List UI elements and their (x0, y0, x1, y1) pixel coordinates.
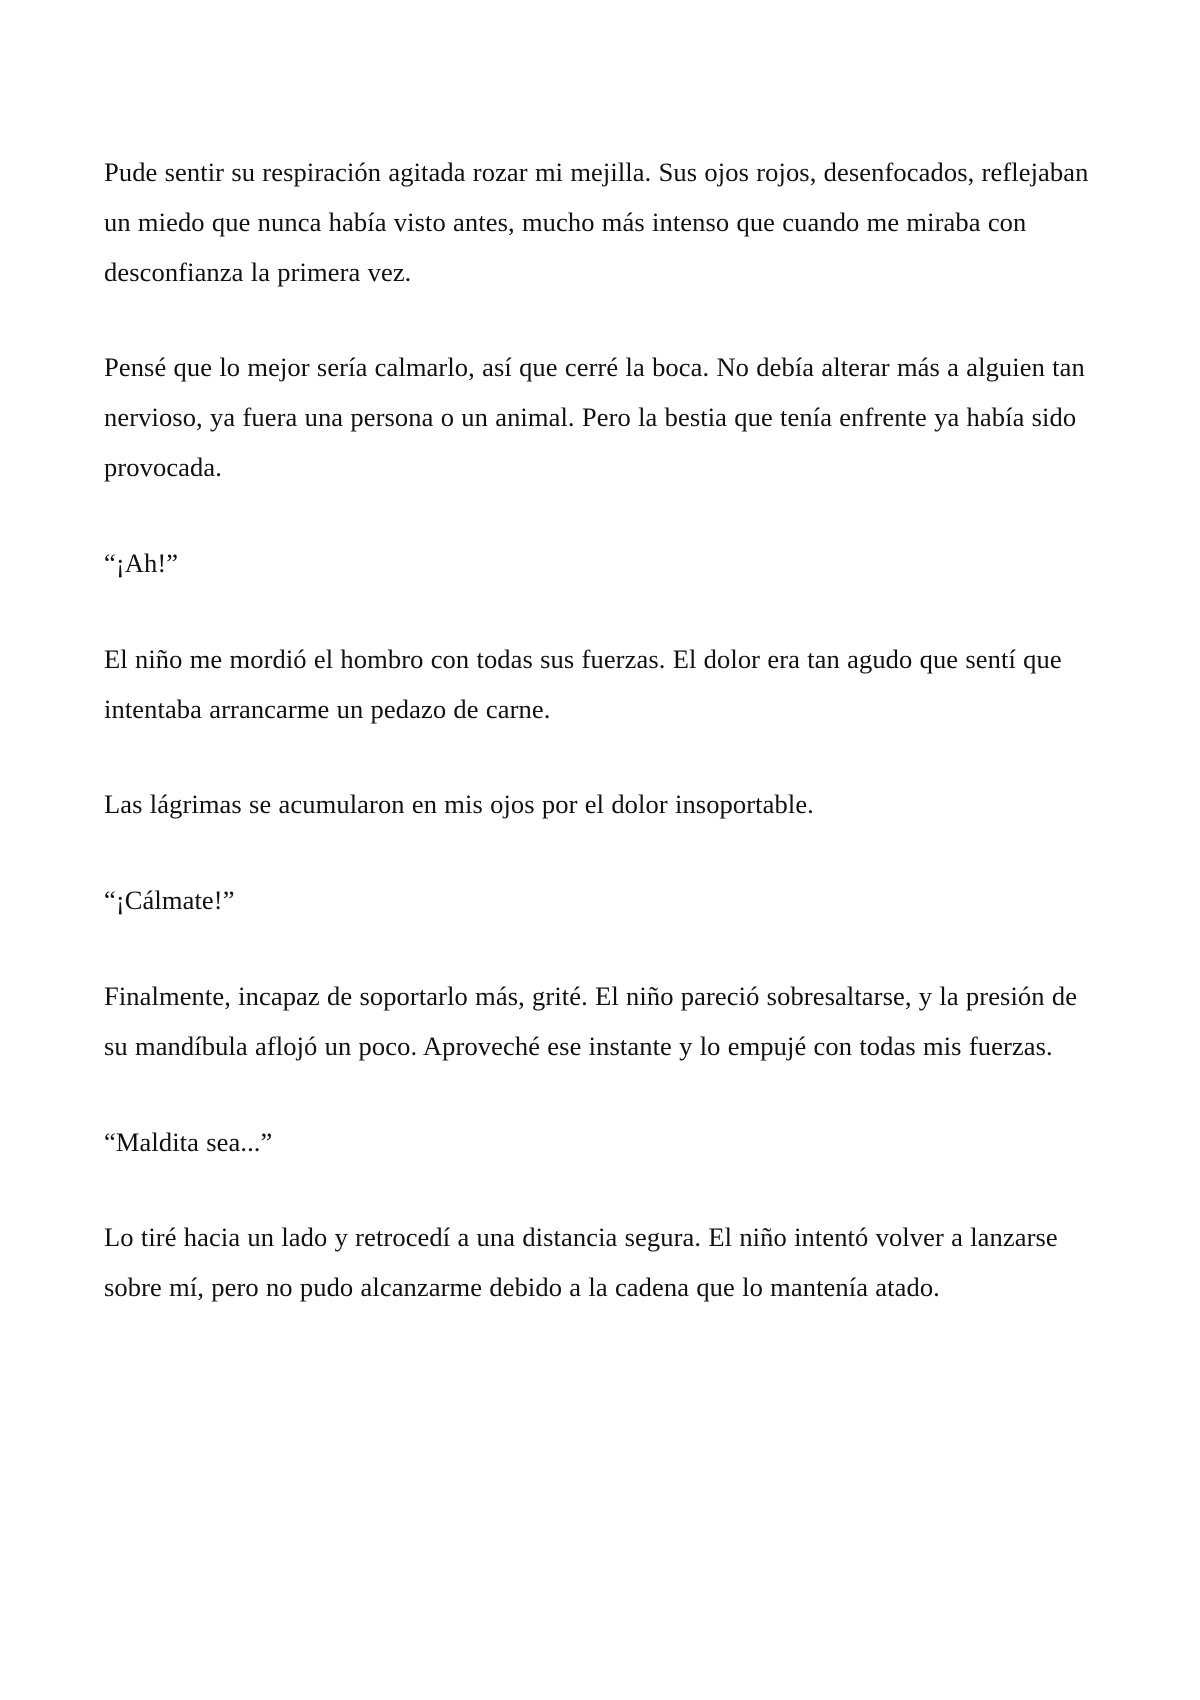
paragraph: El niño me mordió el hombro con todas sus fuerzas. El dolor era tan agudo que sentí que intentaba arrancarme un pedazo de carne. (104, 643, 1062, 724)
dialogue-line: “Maldita sea...” (104, 1126, 273, 1157)
paragraph: Finalmente, incapaz de soportarlo más, grité. El niño pareció sobresaltarse, y la presión de su mandíbula aflojó un poco. Aproveché ese instante y lo empujé con todas mis fuerzas. (104, 980, 1078, 1061)
paragraph: Las lágrimas se acumularon en mis ojos por el dolor insoportable. (104, 789, 814, 820)
document-body (104, 148, 1096, 1313)
paragraph: Pensé que lo mejor sería calmarlo, así que cerré la boca. No debía alterar más a alguien tan nervioso, ya fuera una persona o un animal. Pero la bestia que tenía enfrente ya había sido provocada. (104, 352, 1085, 483)
dialogue-line: “¡Cálmate!” (104, 885, 235, 916)
dialogue-line: “¡Ah!” (104, 547, 179, 578)
paragraph: Pude sentir su respiración agitada rozar mi mejilla. Sus ojos rojos, desenfocados, reflejaban un miedo que nunca había visto antes, mucho más intenso que cuando me miraba con desconfianza la primera vez. (104, 157, 1089, 287)
paragraph: Lo tiré hacia un lado y retrocedí a una distancia segura. El niño intentó volver a lanzarse sobre mí, pero no pudo alcanzarme debido a la cadena que lo mantenía atado. (104, 1222, 1058, 1303)
